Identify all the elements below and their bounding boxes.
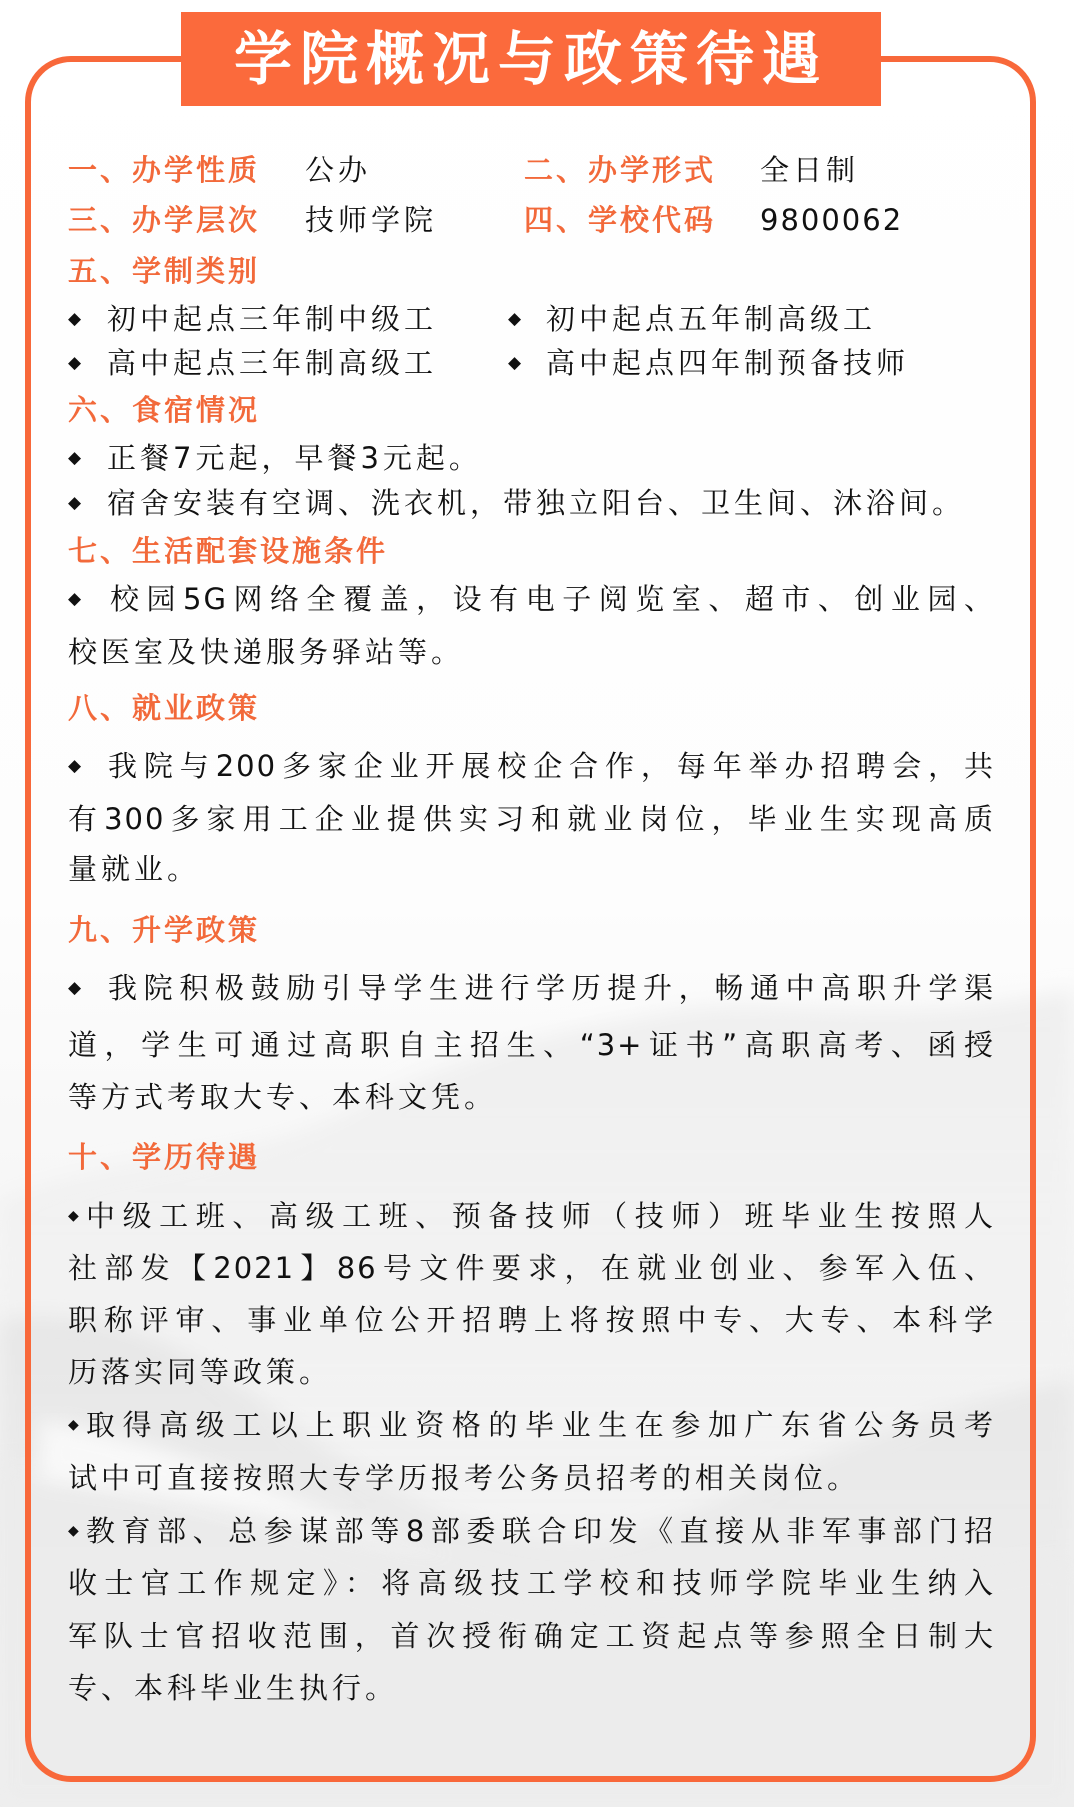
overview-label-code: 四、学校代码 <box>524 203 717 237</box>
page-title: 学院概况与政策待遇 <box>181 12 881 106</box>
overview-value-form: 全日制 <box>760 153 860 187</box>
overview-label-form: 二、办学形式 <box>524 153 717 187</box>
paragraph-line: 校医室及快递服务驿站等。 <box>68 635 465 669</box>
bullet-icon: ◆ <box>68 309 82 329</box>
paragraph-line: 专、本科毕业生执行。 <box>68 1671 399 1705</box>
bullet-icon: ◆ <box>68 1208 79 1224</box>
bullet-icon: ◆ <box>68 1523 79 1539</box>
paragraph-line: 收士官工作规定》：将高级技工学校和技师学院毕业生纳入 <box>68 1566 995 1600</box>
bullet-icon: ◆ <box>68 493 82 513</box>
bullet-icon: ◆ <box>68 353 82 373</box>
list-item: 初中起点五年制高级工 <box>546 302 877 336</box>
section-heading-program-types: 五、学制类别 <box>68 254 261 288</box>
paragraph-line: 校园5G网络全覆盖，设有电子阅览室、超市、创业园、 <box>110 582 995 616</box>
bullet-icon: ◆ <box>508 309 522 329</box>
bullet-icon: ◆ <box>68 589 82 609</box>
paragraph-line: 社部发【2021】86号文件要求，在就业创业、参军入伍、 <box>68 1251 995 1285</box>
bullet-icon: ◆ <box>508 353 522 373</box>
list-item: 正餐7元起，早餐3元起。 <box>107 441 482 475</box>
section-heading-further-study-policy: 九、升学政策 <box>68 913 261 947</box>
list-item: 宿舍安装有空调、洗衣机，带独立阳台、卫生间、沐浴间。 <box>107 486 966 520</box>
paragraph-line: 道，学生可通过高职自主招生、“3+证书”高职高考、函授 <box>68 1028 995 1062</box>
paragraph-line: 职称评审、事业单位公开招聘上将按照中专、大专、本科学 <box>68 1303 995 1337</box>
overview-label-level: 三、办学层次 <box>68 203 261 237</box>
paragraph-line: 军队士官招收范围，首次授衔确定工资起点等参照全日制大 <box>68 1619 995 1653</box>
section-heading-dining-lodging: 六、食宿情况 <box>68 393 261 427</box>
paragraph-line: 我院与200多家企业开展校企合作，每年举办招聘会，共 <box>108 749 995 783</box>
overview-value-level: 技师学院 <box>305 203 438 237</box>
overview-value-nature: 公办 <box>305 153 372 187</box>
bullet-icon: ◆ <box>68 978 82 998</box>
paragraph-line: 中级工班、高级工班、预备技师（技师）班毕业生按照人 <box>86 1199 995 1233</box>
overview-value-code: 9800062 <box>760 203 904 237</box>
paragraph-line: 历落实同等政策。 <box>68 1355 333 1389</box>
bullet-icon: ◆ <box>68 756 82 776</box>
paragraph-line: 取得高级工以上职业资格的毕业生在参加广东省公务员考 <box>86 1408 995 1442</box>
list-item: 高中起点三年制高级工 <box>107 346 438 380</box>
section-heading-degree-treatment: 十、学历待遇 <box>68 1140 261 1174</box>
section-heading-facilities: 七、生活配套设施条件 <box>68 534 389 568</box>
paragraph-line: 试中可直接按照大专学历报考公务员招考的相关岗位。 <box>68 1461 861 1495</box>
paragraph-line: 有300多家用工企业提供实习和就业岗位，毕业生实现高质 <box>68 802 995 836</box>
paragraph-line: 我院积极鼓励引导学生进行学历提升，畅通中高职升学渠 <box>108 971 995 1005</box>
overview-label-nature: 一、办学性质 <box>68 153 261 187</box>
paragraph-line: 等方式考取大专、本科文凭。 <box>68 1080 498 1114</box>
paragraph-line: 教育部、总参谋部等8部委联合印发《直接从非军事部门招 <box>86 1514 995 1548</box>
list-item: 高中起点四年制预备技师 <box>546 346 910 380</box>
paragraph-line: 量就业。 <box>68 852 201 886</box>
list-item: 初中起点三年制中级工 <box>107 302 438 336</box>
section-heading-employment-policy: 八、就业政策 <box>68 691 261 725</box>
bullet-icon: ◆ <box>68 1417 79 1433</box>
bullet-icon: ◆ <box>68 448 82 468</box>
